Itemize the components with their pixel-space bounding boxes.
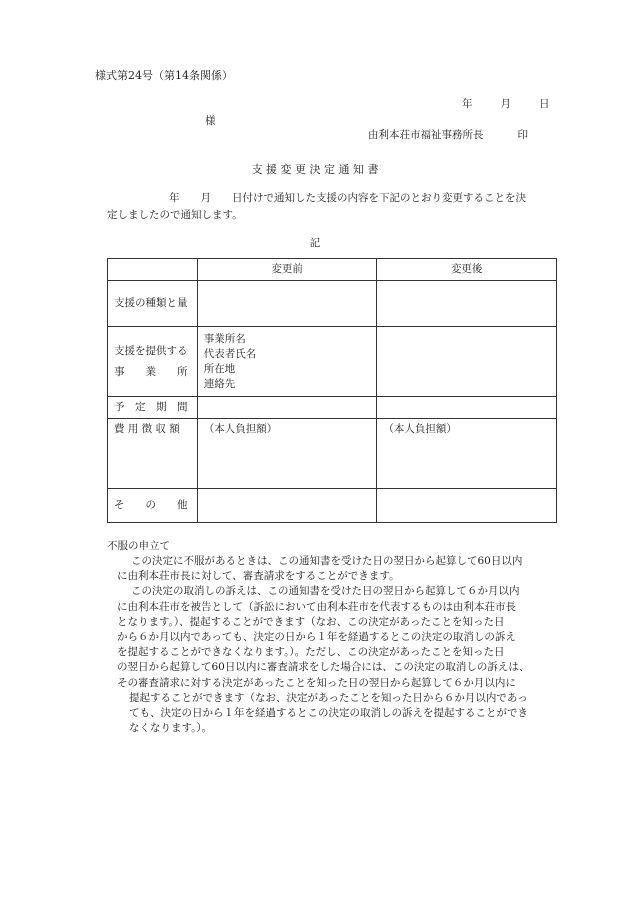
table-row-kind xyxy=(108,281,557,327)
appeal-p2-line: この決定の取消しの訴えは、この通知書を受けた日の翌日から起算して６か月以内 xyxy=(131,585,520,598)
other-before-cell xyxy=(197,489,377,523)
appeal-paragraph-1 xyxy=(107,554,557,584)
kind-before-cell xyxy=(197,281,377,327)
provider-label-line-1: 支援を提供する xyxy=(114,344,188,357)
table-corner-cell xyxy=(108,259,198,281)
kind-label: 支援の種類と量 xyxy=(108,281,198,327)
appeal-p2-line: なくなります。）。 xyxy=(129,722,213,735)
appeal-paragraph-2 xyxy=(107,584,557,736)
period-before-cell xyxy=(197,397,377,419)
intro-line-1: 年 月 日付けで通知した支援の内容を下記のとおり変更することを決 xyxy=(169,192,526,204)
date-day: 日 xyxy=(539,98,550,110)
period-after-cell xyxy=(377,397,557,419)
appeal-p2-line: その審査請求に対する決定があったことを知った日の翌日から起算して６か月以内に xyxy=(117,676,516,689)
provider-before-cell xyxy=(197,327,377,397)
ki-marker: 記 xyxy=(309,237,321,249)
header-after: 変更後 xyxy=(377,259,557,281)
intro-line-2: 定しましたので通知します。 xyxy=(107,209,243,221)
fee-after-cell: （本人負担額） xyxy=(377,419,557,489)
appeal-p2-line: 提起することができます（なお、決定があったことを知った日から６か月以内であっ xyxy=(129,691,528,704)
table-row-provider xyxy=(108,327,557,397)
table-header-row xyxy=(108,259,557,281)
table-row-period xyxy=(108,397,557,419)
intro-text xyxy=(107,190,557,224)
form-number: 様式第24号（第14条関係） xyxy=(95,69,233,82)
header-before: 変更前 xyxy=(197,259,377,281)
date-month: 月 xyxy=(500,98,511,110)
issuer xyxy=(368,129,528,142)
provider-after-cell xyxy=(377,327,557,397)
appeal-p1-line: この決定に不服があるときは、この通知書を受けた日の翌日から起算して60日以内 xyxy=(131,555,523,567)
addressee-suffix: 様 xyxy=(205,115,216,127)
other-label: そ の 他 xyxy=(108,489,198,523)
provider-field-name: 事業所名 xyxy=(203,332,246,345)
issuer-name: 由利本荘市福祉事務所長 xyxy=(368,129,484,141)
appeal-p2-line: に由利本荘市を被告として（訴訟において由利本荘市を代表するものは由利本荘市長 xyxy=(117,600,516,613)
appeal-p2-line: となります。）、提起することができます（なお、この決定があったことを知った日 xyxy=(117,615,505,628)
support-change-table xyxy=(107,258,557,523)
provider-field-address: 所在地 xyxy=(203,362,236,375)
appeal-p2-line: ても、決定の日から１年を経過するとこの決定の取消しの訴えを提起することができ xyxy=(129,707,528,720)
appeal-p2-line: の翌日から起算して60日以内に審査請求をした場合には、この決定の取消しの訴えは、 xyxy=(117,661,530,674)
date-line xyxy=(462,98,550,111)
fee-label: 費 用 徴 収 額 xyxy=(108,419,198,489)
date-year: 年 xyxy=(462,98,473,110)
other-after-cell xyxy=(377,489,557,523)
provider-field-contact: 連絡先 xyxy=(203,377,236,390)
kind-after-cell xyxy=(377,281,557,327)
appeal-p2-line: を提起することができなくなります。）。ただし、この決定があったことを知った日 xyxy=(117,646,505,659)
appeal-heading: 不服の申立て xyxy=(107,540,170,552)
document-title: 支 援 変 更 決 定 通 知 書 xyxy=(251,163,379,176)
appeal-section xyxy=(107,539,557,736)
appeal-p1-line: に由利本荘市長に対して、審査請求をすることができます。 xyxy=(117,570,400,583)
provider-field-representative: 代表者氏名 xyxy=(203,347,257,360)
appeal-p2-line: から６か月以内であっても、決定の日から１年を経過するとこの決定の取消しの訴え xyxy=(117,631,516,644)
table-row-other xyxy=(108,489,557,523)
period-label: 予 定 期 間 xyxy=(108,397,198,419)
seal-mark: 印 xyxy=(517,129,528,141)
table-row-fee xyxy=(108,419,557,489)
fee-before-cell: （本人負担額） xyxy=(197,419,377,489)
provider-label-line-2: 事 業 所 xyxy=(114,365,188,378)
provider-label xyxy=(108,327,198,397)
